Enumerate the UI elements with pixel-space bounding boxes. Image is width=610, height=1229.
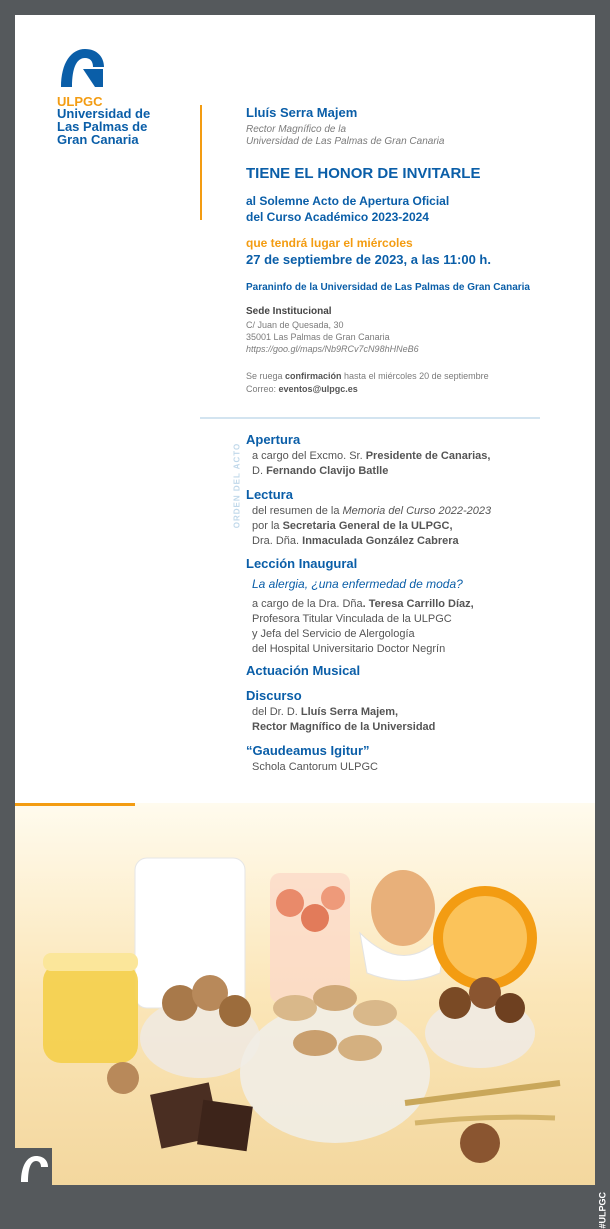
text: del resumen de la (252, 505, 343, 517)
corner-logo-icon (15, 1148, 52, 1185)
host-role: Rector Magnífico de la (246, 124, 347, 135)
section-gaudeamus: “Gaudeamus Igitur” (246, 743, 370, 758)
text-bold: Lluís Serra Majem, (300, 706, 399, 718)
text: del Dr. D. (252, 706, 301, 718)
logo-name-line: Las Palmas de (57, 119, 148, 134)
ulpgc-logo-icon (57, 45, 107, 89)
food-photo (15, 803, 595, 1185)
invitation-card (15, 15, 595, 1185)
rsvp-text: Se ruega (246, 371, 286, 381)
text: a cargo del Excmo. Sr. (252, 450, 366, 462)
photo-accent-bar (15, 803, 135, 806)
text-bold: Secretaria General de la ULPGC, (282, 520, 453, 532)
leccion-subtitle: La alergia, ¿una enfermedad de moda? (252, 577, 463, 591)
lectura-line (252, 535, 459, 547)
lectura-line (252, 505, 491, 517)
logo-university-name (57, 107, 197, 146)
mail-link[interactable]: eventos@ulpgc.es (278, 384, 358, 394)
host-name: Lluís Serra Majem (246, 105, 358, 120)
text-bold: Inmaculada González Cabrera (302, 535, 459, 547)
mail-label: Correo: (246, 384, 279, 394)
text-bold: Presidente de Canarias, (365, 450, 491, 462)
text: Dra. Dña. (252, 535, 303, 547)
text-bold: . Teresa Carrillo Díaz, (362, 598, 474, 610)
leccion-line (252, 598, 474, 610)
food-illustration (15, 803, 595, 1185)
section-discurso: Discurso (246, 688, 302, 703)
program-side-label: ORDEN DEL ACTO (232, 442, 242, 529)
section-lectura: Lectura (246, 487, 293, 502)
leccion-line: del Hospital Universitario Doctor Negrín (252, 643, 446, 655)
logo-name-line: Gran Canaria (57, 132, 139, 147)
leccion-line: y Jefa del Servicio de Alergología (252, 628, 415, 640)
text-italic: Memoria del Curso 2022-2023 (342, 505, 492, 517)
divider-vertical (200, 105, 202, 220)
divider-horizontal (200, 417, 540, 419)
discurso-line (252, 706, 398, 718)
event-when: que tendrá lugar el miércoles (246, 236, 413, 250)
host-role: Universidad de Las Palmas de Gran Canaria (246, 136, 445, 147)
sede-title: Sede Institucional (246, 306, 332, 317)
logo-name-line: Universidad de (57, 106, 151, 121)
rsvp-line (246, 371, 489, 381)
event-place: Paraninfo de la Universidad de Las Palmas de Gran Canaria (246, 282, 530, 293)
event-date: 27 de septiembre de 2023, a las 11:00 h. (246, 252, 491, 267)
event-title: al Solemne Acto de Apertura Oficial (246, 194, 450, 208)
text: a cargo de la Dra. Dña (252, 598, 363, 610)
logo-acronym: ULPGC (57, 94, 103, 109)
text: D. (252, 465, 267, 477)
section-leccion: Lección Inaugural (246, 556, 358, 571)
rsvp-text: hasta el miércoles 20 de septiembre (341, 371, 489, 381)
sede-address: C/ Juan de Quesada, 30 (246, 320, 344, 330)
hashtag-label: #ULPGC (598, 1192, 608, 1229)
leccion-line: Profesora Titular Vinculada de la ULPGC (252, 613, 452, 625)
apertura-line (252, 465, 388, 477)
text: por la (252, 520, 283, 532)
sede-map-link[interactable]: https://goo.gl/maps/Nb9RCv7cN98hHNeB6 (246, 344, 419, 354)
sede-address: 35001 Las Palmas de Gran Canaria (246, 332, 390, 342)
honor-heading: TIENE EL HONOR DE INVITARLE (246, 165, 481, 182)
rsvp-bold: confirmación (285, 371, 342, 381)
section-apertura: Apertura (246, 432, 301, 447)
apertura-line (252, 450, 490, 462)
discurso-line: Rector Magnífico de la Universidad (252, 721, 436, 733)
gaudeamus-line: Schola Cantorum ULPGC (252, 761, 378, 773)
event-title: del Curso Académico 2023-2024 (246, 210, 429, 224)
rsvp-mail-line (246, 384, 358, 394)
text-bold: Fernando Clavijo Batlle (266, 465, 389, 477)
section-musical: Actuación Musical (246, 663, 361, 678)
lectura-line (252, 520, 453, 532)
